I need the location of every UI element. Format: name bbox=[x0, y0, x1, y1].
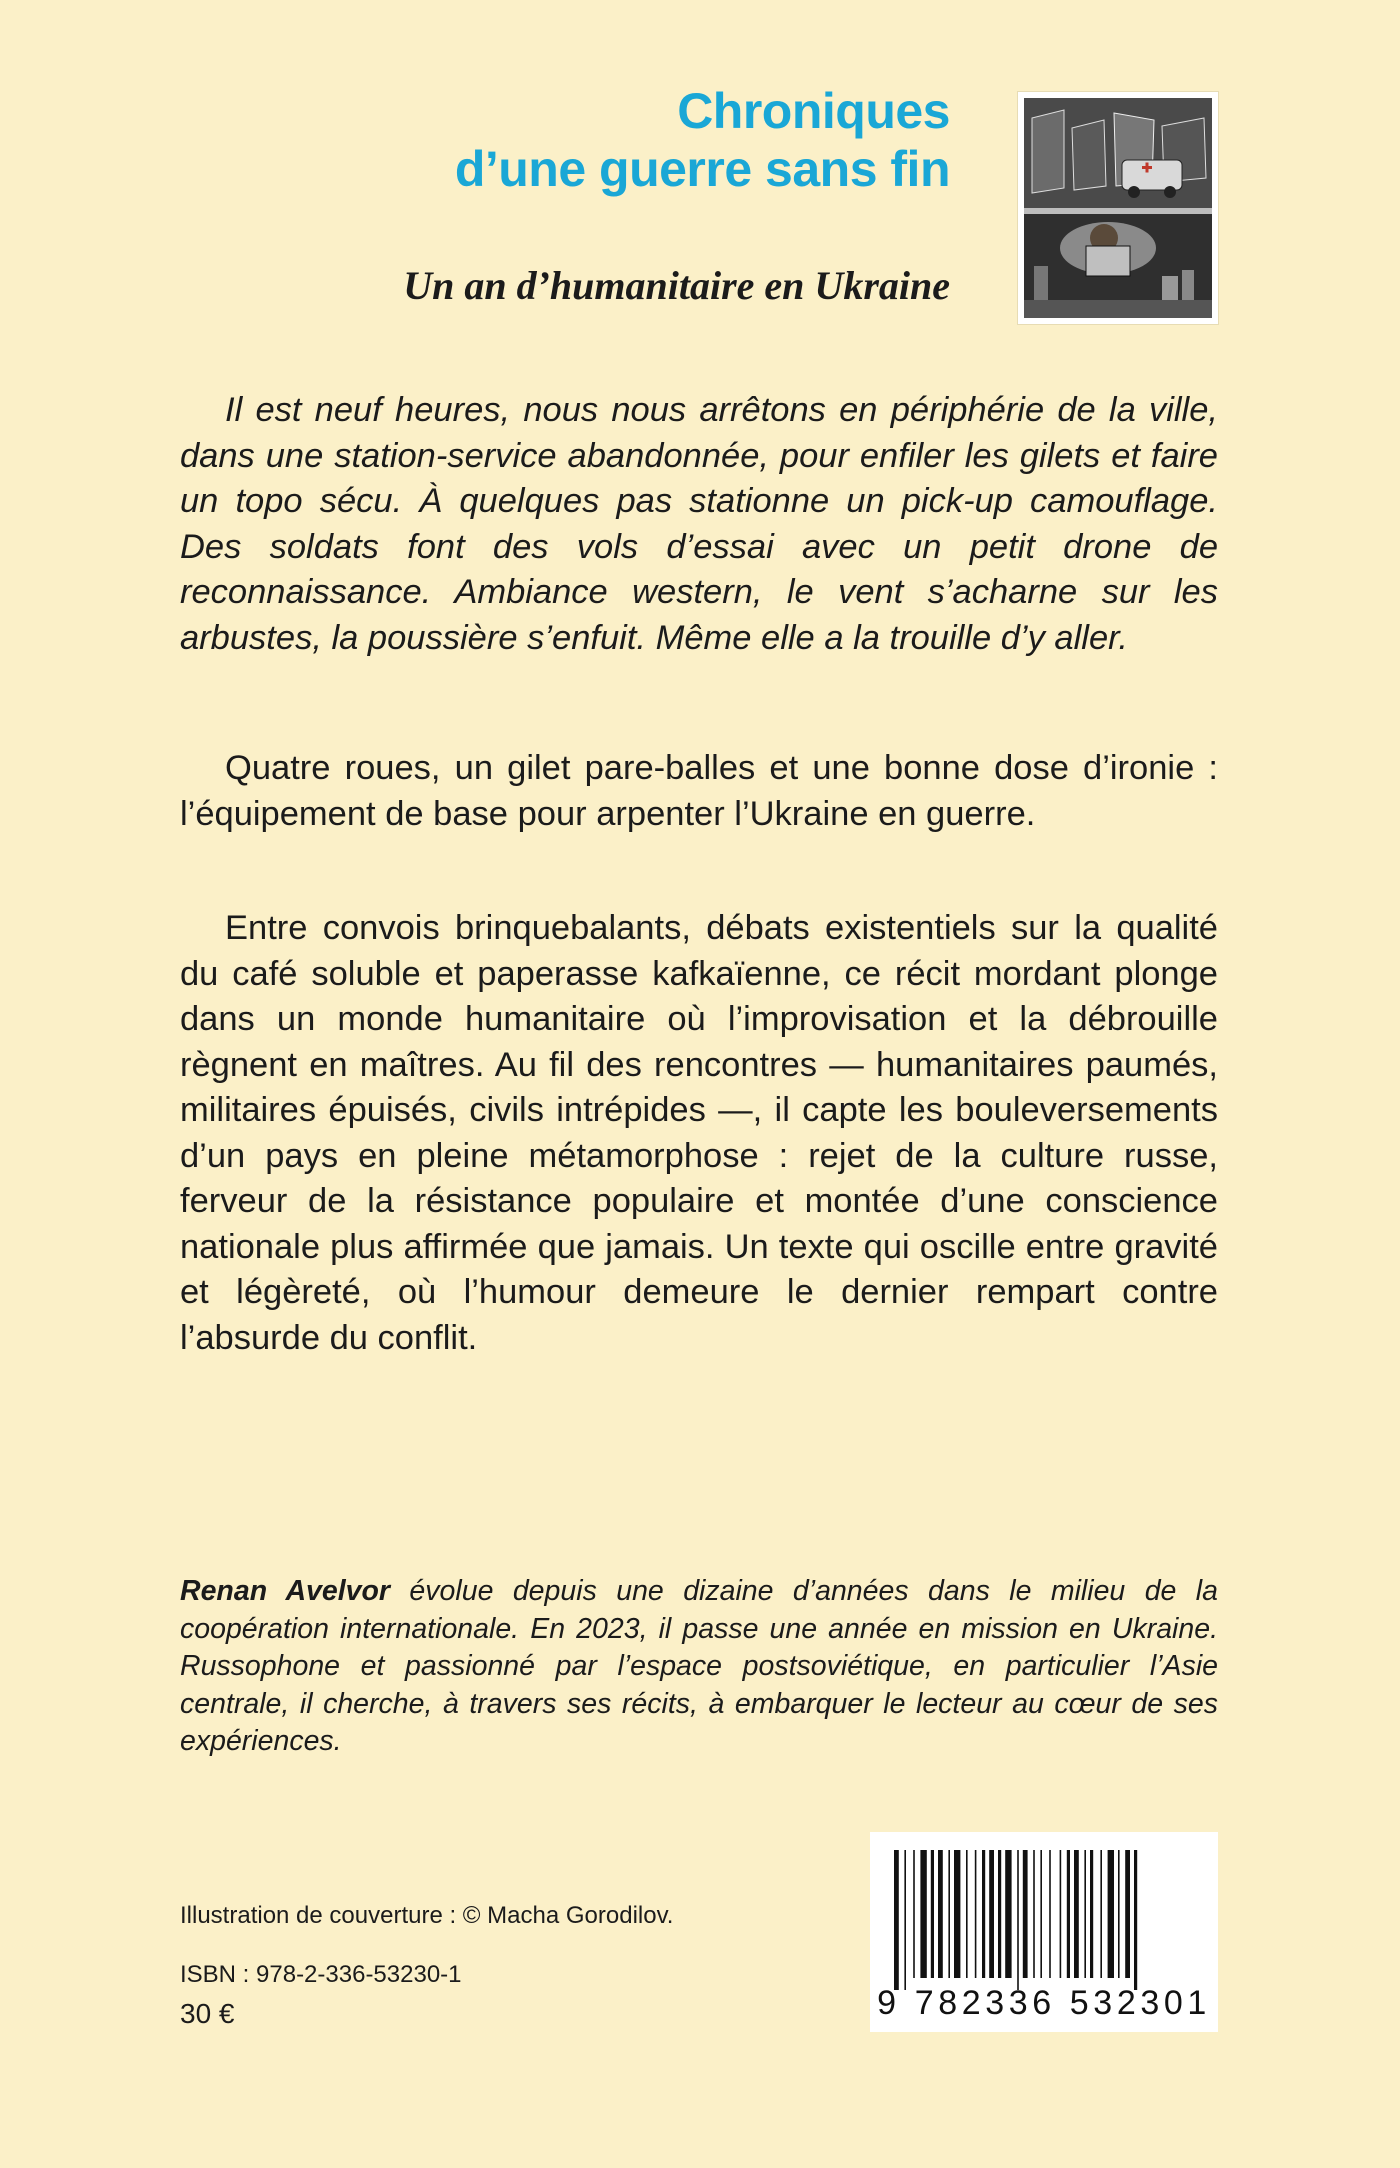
barcode-bar bbox=[1100, 1850, 1102, 1978]
book-subtitle: Un an d’humanitaire en Ukraine bbox=[403, 263, 950, 308]
barcode-bar bbox=[954, 1850, 960, 1978]
barcode-bar bbox=[1033, 1850, 1035, 1978]
author-name: Renan Avelvor bbox=[180, 1575, 391, 1607]
barcode-number: 9 782336 532301 bbox=[877, 1984, 1211, 2022]
barcode-bar bbox=[1074, 1850, 1079, 1978]
barcode-bar bbox=[1090, 1850, 1093, 1978]
barcode-bar bbox=[1084, 1850, 1086, 1978]
author-bio bbox=[180, 1573, 1218, 1761]
author-bio-text: évolue depuis une dizaine d’années dans le milieu de la coopération internationale. En 2023, il passe une année en mission en Ukraine. Russophone et passionné par l’espace postsoviétique, en particulier l’Asie centrale, il cherche, à travers ses récits, à embarquer le lecteur au cœur de ses expériences. bbox=[180, 1575, 1218, 1757]
barcode-bar bbox=[975, 1850, 977, 1978]
summary-paragraph-1: Quatre roues, un gilet pare-balles et une bonne dose d’ironie : l’équipement de base pour arpenter l’Ukraine en guerre. bbox=[180, 749, 1218, 833]
barcode-bar bbox=[904, 1850, 906, 1990]
barcode-bar bbox=[913, 1850, 915, 1978]
barcode-bar bbox=[1067, 1850, 1070, 1978]
cover-illustration-image bbox=[1024, 98, 1212, 318]
title-block bbox=[180, 82, 950, 198]
barcode-bar bbox=[1023, 1850, 1028, 1978]
barcode-bar bbox=[1118, 1850, 1120, 1978]
barcode-bar bbox=[998, 1850, 1001, 1978]
barcode-bar bbox=[1060, 1850, 1062, 1978]
isbn: ISBN : 978-2-336-53230-1 bbox=[180, 1961, 462, 1988]
barcode-bar bbox=[894, 1850, 899, 1990]
book-title-line1: Chroniques bbox=[677, 83, 950, 139]
barcode-bar bbox=[1005, 1850, 1011, 1978]
barcode-bar bbox=[966, 1850, 968, 1978]
barcode-bar bbox=[1049, 1850, 1051, 1978]
excerpt-paragraph: Il est neuf heures, nous nous arrêtons en périphérie de la ville, dans une station-service abandonnée, pour enfiler les gilets et faire un topo sécu. À quelques pas stationne un pick-up camouflage. Des soldats font des vols d’essai avec un petit drone de reconnaissance. Ambiance western, le vent s’acharne sur les arbustes, la poussière s’enfuit. Même elle a la trouille d’y aller. bbox=[180, 391, 1218, 657]
price: 30 € bbox=[180, 1998, 235, 2029]
barcode-box bbox=[870, 1832, 1218, 2032]
barcode-bar bbox=[1134, 1850, 1137, 1990]
barcode-bar bbox=[1125, 1850, 1130, 1978]
barcode-bar bbox=[920, 1850, 926, 1978]
barcode-bar bbox=[948, 1850, 950, 1978]
barcode-bar bbox=[938, 1850, 943, 1978]
barcode-bar bbox=[989, 1850, 994, 1978]
barcode-bar bbox=[1108, 1850, 1114, 1978]
summary-paragraph-2: Entre convois brinquebalants, débats existentiels sur la qualité du café soluble et paperasse kafkaïenne, ce récit mordant plonge dans un monde humanitaire où l’improvisation et la débrouille règnent en maîtres. Au fil des rencontres — humanitaires paumés, militaires épuisés, civils intrépides —, il capte les bouleversements d’un pays en pleine métamorphose : rejet de la culture russe, ferveur de la résistance populaire et montée d’une conscience nationale plus affirmée que jamais. Un texte qui oscille entre gravité et légèreté, où l’humour demeure le dernier rempart contre l’absurde du conflit. bbox=[180, 909, 1218, 1357]
barcode-bar bbox=[931, 1850, 934, 1978]
barcode-bar bbox=[1040, 1850, 1042, 1978]
book-title-line2: d’une guerre sans fin bbox=[454, 141, 950, 197]
illustration-credit: Illustration de couverture : © Macha Gorodilov. bbox=[180, 1902, 674, 1929]
cover-thumbnail bbox=[1018, 92, 1218, 324]
barcode-bar bbox=[1017, 1850, 1019, 1990]
barcode-bar bbox=[982, 1850, 985, 1978]
